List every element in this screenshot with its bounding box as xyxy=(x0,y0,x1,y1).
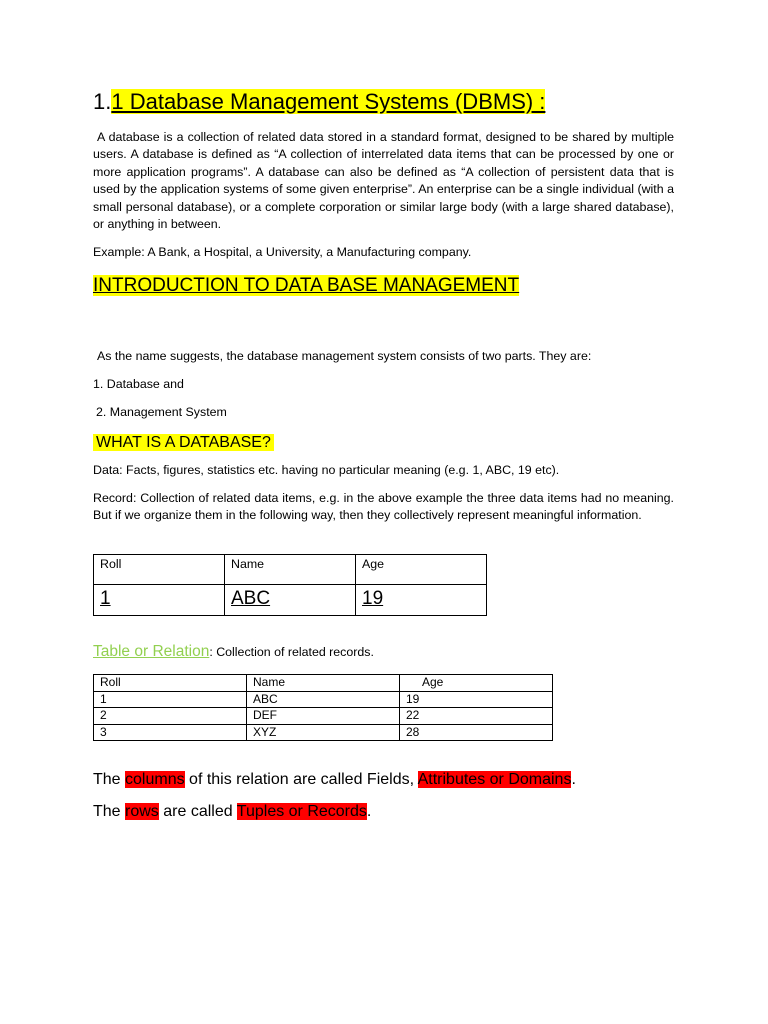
sentence-text: of this relation are called Fields, xyxy=(184,771,418,788)
table-row xyxy=(94,708,553,725)
record-definition: Record: Collection of related data items, e.g. in the above example the three data items had no meaning. But if we organize them in the following way, then they collectively represent meaningful information. xyxy=(93,491,674,523)
table-cell: DEF xyxy=(247,708,400,725)
intro-paragraph-text: A database is a collection of related data stored in a standard format, designed to be shared by multiple users. A database is defined as “A collection of interrelated data items that can be processed by one or more application programs”. A database can also be defined as “A collection of persistent data that is used by the application systems of some given enterprise”. An enterprise can be a single individual (with a small personal database), or a complete corporation or similar large body (with a large shared database), or anything in between. xyxy=(93,130,674,232)
table-cell: XYZ xyxy=(247,724,400,741)
record-value: ABC xyxy=(231,588,271,609)
table-header-cell: Age xyxy=(356,555,487,585)
table-cell: 2 xyxy=(94,708,247,725)
data-definition: Data: Facts, figures, statistics etc. having no particular meaning (e.g. 1, ABC, 19 etc). xyxy=(93,463,560,477)
example-line: Example: A Bank, a Hospital, a University, a Manufacturing company. xyxy=(93,245,472,259)
fields-sentence xyxy=(93,769,576,791)
attributes-highlight: Attributes or Domains xyxy=(417,771,572,788)
relation-definition xyxy=(93,641,374,663)
intro-paragraph xyxy=(93,129,674,233)
tuples-highlight: Tuples or Records xyxy=(236,803,367,820)
table-cell xyxy=(356,585,487,616)
relation-table xyxy=(93,674,553,741)
table-header-cell xyxy=(400,675,553,692)
sentence-text: The xyxy=(93,803,126,820)
section-heading-text: INTRODUCTION TO DATA BASE MANAGEMENT xyxy=(93,275,520,296)
table-header-cell: Roll xyxy=(94,675,247,692)
rows-highlight: rows xyxy=(125,803,159,820)
record-value: 1 xyxy=(100,588,111,609)
record-table xyxy=(93,554,487,616)
part-one: 1. Database and xyxy=(93,377,184,391)
table-cell: 19 xyxy=(400,691,553,708)
table-cell xyxy=(225,585,356,616)
record-table-value-row xyxy=(94,585,487,616)
age-header-text: Age xyxy=(422,675,444,689)
table-header-cell: Name xyxy=(247,675,400,692)
table-header-cell: Roll xyxy=(94,555,225,585)
table-header-cell: Name xyxy=(225,555,356,585)
record-value: 19 xyxy=(362,588,384,609)
table-cell: 28 xyxy=(400,724,553,741)
sentence-text: . xyxy=(571,771,576,788)
record-table-header-row xyxy=(94,555,487,585)
table-cell: 22 xyxy=(400,708,553,725)
relation-description: : Collection of related records. xyxy=(209,645,374,659)
table-cell: ABC xyxy=(247,691,400,708)
sentence-text: are called xyxy=(158,803,237,820)
main-heading xyxy=(93,88,545,116)
table-row xyxy=(94,724,553,741)
table-cell: 3 xyxy=(94,724,247,741)
table-cell xyxy=(94,585,225,616)
rows-sentence xyxy=(93,801,371,823)
table-header-row xyxy=(94,675,553,692)
relation-term: Table or Relation xyxy=(93,643,210,660)
heading-prefix: 1. xyxy=(93,89,112,114)
section-heading xyxy=(93,273,519,298)
sentence-text: The xyxy=(93,771,126,788)
part-two: 2. Management System xyxy=(96,405,227,419)
columns-highlight: columns xyxy=(125,771,185,788)
heading-text: 1 Database Management Systems (DBMS) : xyxy=(111,89,546,114)
database-heading-text: WHAT IS A DATABASE? xyxy=(93,434,274,451)
sentence-text: . xyxy=(366,803,372,820)
database-heading xyxy=(93,431,274,454)
table-cell: 1 xyxy=(94,691,247,708)
parts-intro: As the name suggests, the database management system consists of two parts. They are: xyxy=(97,349,592,363)
table-row xyxy=(94,691,553,708)
